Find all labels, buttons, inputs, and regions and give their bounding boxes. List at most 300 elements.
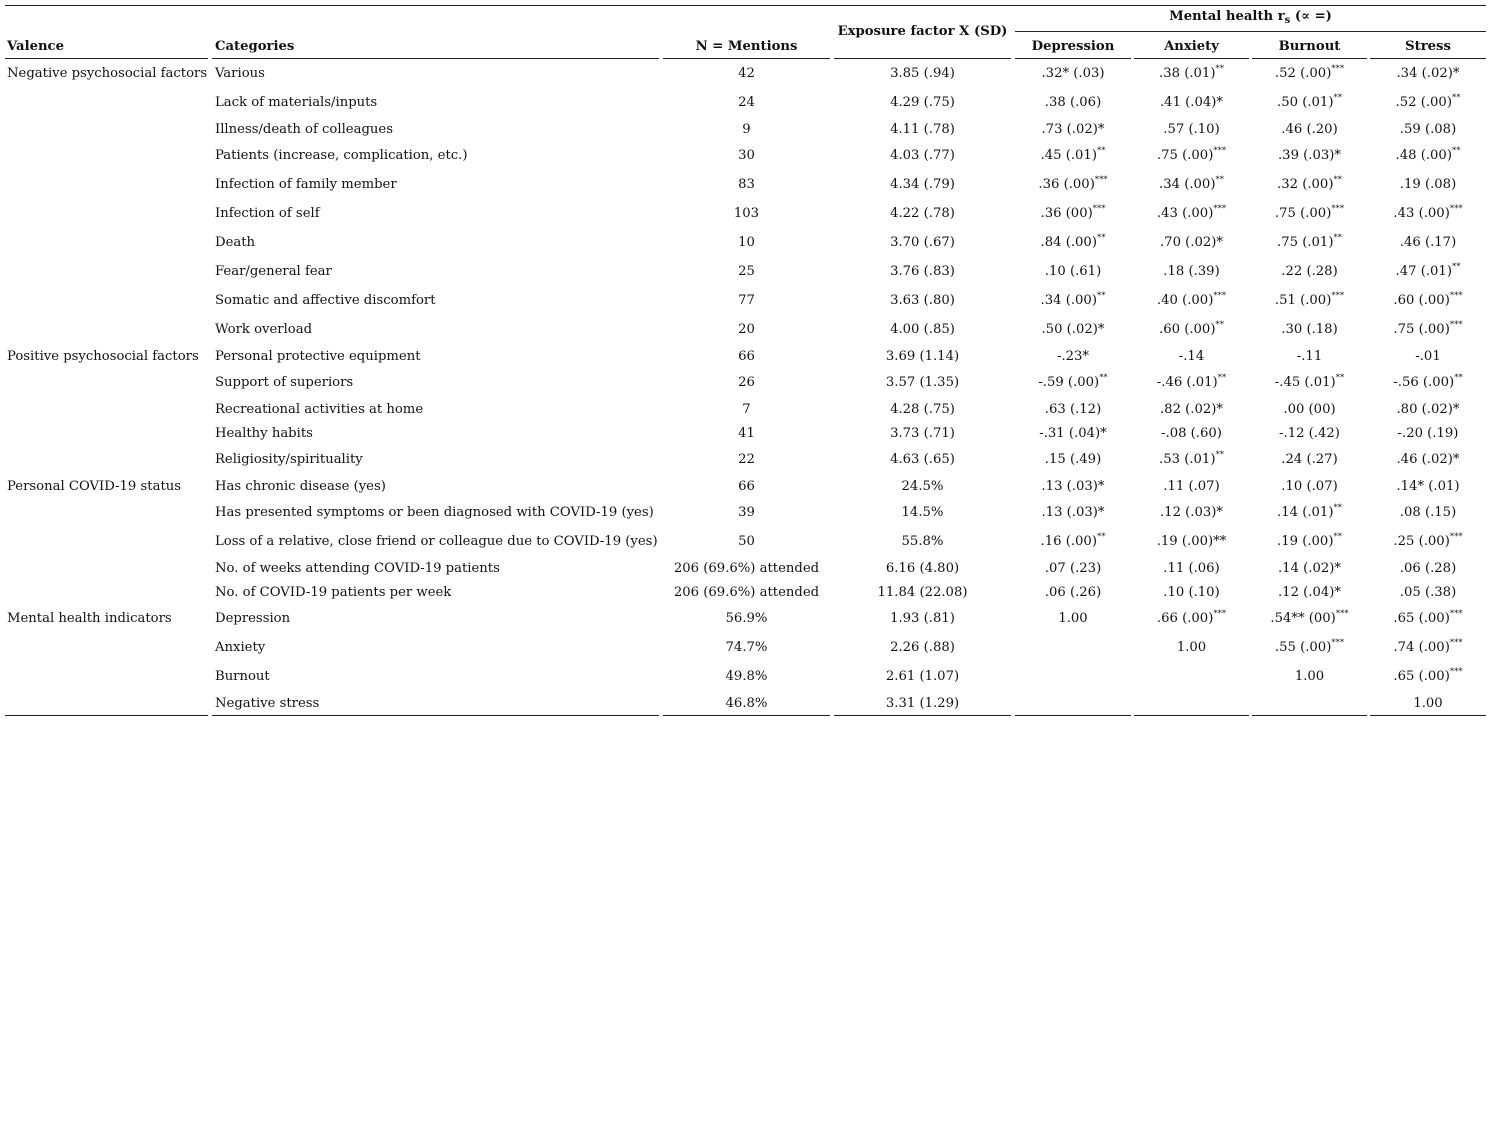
significance-marker: *** <box>1335 609 1349 619</box>
correlation-value: .52 (.00) <box>1274 66 1332 81</box>
dep-cell <box>1015 293 1131 309</box>
anx-cell <box>1134 206 1249 222</box>
significance-marker: *** <box>1449 291 1463 301</box>
correlation-value: .00 (00) <box>1283 402 1336 417</box>
correlation-value: .34 (.00) <box>1040 293 1097 308</box>
bur-cell <box>1252 264 1367 280</box>
x-cell: 3.85 (.94) <box>890 66 955 81</box>
dep-cell <box>1015 264 1131 280</box>
anx-cell <box>1134 177 1249 193</box>
correlation-value: .32* (.03) <box>1041 66 1105 81</box>
anx-cell <box>1134 264 1249 280</box>
correlation-value: .50 (.01) <box>1277 95 1334 110</box>
correlation-value: -.46 (.01) <box>1156 375 1218 390</box>
header-anxiety: Anxiety <box>1164 39 1219 54</box>
str-cell <box>1370 122 1486 138</box>
bur-cell <box>1252 375 1367 391</box>
n-cell: 206 (69.6%) attended <box>673 585 820 600</box>
header-depression: Depression <box>1031 39 1115 54</box>
dep-cell <box>1015 505 1131 521</box>
anx-cell <box>1134 122 1249 138</box>
bur-cell <box>1252 505 1367 521</box>
category-cell: Somatic and affective discomfort <box>215 293 436 308</box>
str-cell <box>1370 235 1486 251</box>
correlation-value: .34 (.00) <box>1159 177 1216 192</box>
correlation-value: .55 (.00) <box>1274 640 1332 655</box>
significance-marker: ** <box>1096 291 1106 301</box>
correlation-value: -.59 (.00) <box>1038 375 1100 390</box>
n-cell: 20 <box>738 322 755 337</box>
significance-marker: ** <box>1217 373 1227 383</box>
str-cell <box>1370 505 1486 521</box>
category-cell: Burnout <box>215 669 270 684</box>
correlation-value: .48 (.00) <box>1395 148 1452 163</box>
correlation-value: .54** (00) <box>1270 611 1336 626</box>
str-cell <box>1370 349 1486 365</box>
correlation-value: -.01 <box>1415 349 1441 364</box>
significance-marker: *** <box>1092 204 1106 214</box>
dep-cell <box>1015 235 1131 251</box>
correlation-value: .10 (.07) <box>1281 479 1338 494</box>
str-cell <box>1370 640 1486 656</box>
bur-cell <box>1252 177 1367 193</box>
header-rule-seg <box>834 58 1011 59</box>
significance-marker: ** <box>1099 373 1108 383</box>
correlation-value: .39 (.03)* <box>1277 148 1342 163</box>
dep-cell <box>1015 479 1131 495</box>
table-bottom-rule <box>663 715 830 716</box>
bur-cell <box>1252 640 1367 656</box>
str-cell <box>1370 264 1486 280</box>
x-cell: 6.16 (4.80) <box>885 561 960 576</box>
header-valence: Valence <box>7 39 64 54</box>
anx-cell <box>1134 375 1249 391</box>
bur-cell <box>1252 561 1367 577</box>
group-header-rule <box>1015 31 1486 32</box>
header-rule-seg <box>5 58 208 59</box>
significance-marker: ** <box>1096 532 1106 542</box>
correlation-value: .07 (.23) <box>1044 561 1102 576</box>
bur-cell <box>1252 95 1367 111</box>
category-cell: Religiosity/spirituality <box>215 452 363 467</box>
anx-cell <box>1134 235 1249 251</box>
correlation-value: .65 (.00) <box>1393 669 1450 684</box>
x-cell: 4.00 (.85) <box>890 322 955 337</box>
anx-cell <box>1134 148 1249 164</box>
correlation-value: .06 (.28) <box>1399 561 1457 576</box>
n-cell: 46.8% <box>725 696 768 711</box>
n-cell: 7 <box>742 402 751 417</box>
x-cell: 3.70 (.67) <box>890 235 955 250</box>
correlation-value: .19 (.00) <box>1277 534 1334 549</box>
correlation-value: .10 (.61) <box>1044 264 1102 279</box>
significance-marker: ** <box>1333 532 1342 542</box>
str-cell <box>1370 95 1486 111</box>
anx-cell <box>1134 95 1249 111</box>
bur-cell <box>1252 235 1367 251</box>
correlation-value: .46 (.02)* <box>1396 452 1460 467</box>
significance-marker: ** <box>1454 373 1463 383</box>
anx-cell <box>1134 561 1249 577</box>
x-cell: 14.5% <box>901 505 944 520</box>
table-top-rule <box>5 5 1486 6</box>
significance-marker: ** <box>1333 175 1342 185</box>
category-cell: Patients (increase, complication, etc.) <box>215 148 468 163</box>
correlation-value: .16 (.00) <box>1040 534 1097 549</box>
header-rule-seg <box>1015 58 1131 59</box>
significance-marker: *** <box>1213 291 1227 301</box>
table-bottom-rule <box>5 715 208 716</box>
header-categories: Categories <box>215 39 295 54</box>
correlation-value: .80 (.02)* <box>1396 402 1460 417</box>
dep-cell <box>1015 322 1131 338</box>
anx-cell <box>1134 66 1249 82</box>
correlation-value: -.45 (.01) <box>1274 375 1336 390</box>
anx-cell <box>1134 640 1249 656</box>
correlation-value: .24 (.27) <box>1281 452 1338 467</box>
correlation-value: -.56 (.00) <box>1393 375 1455 390</box>
significance-marker: ** <box>1215 320 1224 330</box>
correlation-value: .46 (.20) <box>1281 122 1338 137</box>
x-cell: 24.5% <box>901 479 944 494</box>
correlation-value: .57 (.10) <box>1163 122 1220 137</box>
n-cell: 66 <box>738 479 755 494</box>
correlation-value: .75 (.00) <box>1393 322 1450 337</box>
n-cell: 103 <box>733 206 760 221</box>
table-bottom-rule <box>212 715 659 716</box>
correlation-value: .40 (.00) <box>1156 293 1214 308</box>
x-cell: 4.03 (.77) <box>890 148 955 163</box>
significance-marker: *** <box>1449 667 1463 677</box>
correlation-value: .65 (.00) <box>1393 611 1450 626</box>
n-cell: 25 <box>738 264 755 279</box>
table-bottom-rule <box>834 715 1011 716</box>
dep-cell <box>1015 611 1131 627</box>
anx-cell <box>1134 505 1249 521</box>
n-cell: 30 <box>738 148 755 163</box>
n-cell: 206 (69.6%) attended <box>673 561 820 576</box>
correlation-value: .11 (.06) <box>1163 561 1220 576</box>
correlation-value: .75 (.00) <box>1274 206 1332 221</box>
header-rule-seg <box>663 58 830 59</box>
significance-marker: ** <box>1451 146 1461 156</box>
valence-cell: Mental health indicators <box>7 611 172 626</box>
n-cell: 42 <box>738 66 755 81</box>
x-cell: 4.34 (.79) <box>890 177 955 192</box>
correlation-value: .84 (.00) <box>1040 235 1097 250</box>
header-stress: Stress <box>1405 39 1451 54</box>
anx-cell <box>1134 402 1249 418</box>
n-cell: 22 <box>738 452 755 467</box>
category-cell: Infection of family member <box>215 177 397 192</box>
str-cell <box>1370 452 1486 468</box>
dep-cell <box>1015 534 1131 550</box>
significance-marker: *** <box>1449 638 1463 648</box>
correlation-value: .73 (.02)* <box>1041 122 1105 137</box>
str-cell <box>1370 426 1486 442</box>
category-cell: Recreational activities at home <box>215 402 424 417</box>
header-rule-seg <box>1370 58 1486 59</box>
correlation-value: .08 (.15) <box>1399 505 1457 520</box>
dep-cell <box>1015 66 1131 82</box>
dep-cell <box>1015 206 1131 222</box>
x-cell: 3.73 (.71) <box>890 426 955 441</box>
table-bottom-rule <box>1015 715 1131 716</box>
category-cell: Lack of materials/inputs <box>215 95 378 110</box>
correlation-value: .13 (.03)* <box>1041 479 1105 494</box>
significance-marker: *** <box>1449 320 1463 330</box>
significance-marker: *** <box>1094 175 1108 185</box>
valence-cell: Personal COVID-19 status <box>7 479 181 494</box>
anx-cell <box>1134 349 1249 365</box>
correlation-value: .59 (.08) <box>1399 122 1457 137</box>
header-rule-seg <box>212 58 659 59</box>
correlation-value: 1.00 <box>1294 669 1325 684</box>
bur-cell <box>1252 611 1367 627</box>
correlation-value: .11 (.07) <box>1163 479 1220 494</box>
group-title-main: Mental health r <box>1169 9 1285 24</box>
correlation-value: .14 (.01) <box>1277 505 1334 520</box>
correlation-value: .36 (00) <box>1040 206 1093 221</box>
header-burnout: Burnout <box>1278 39 1341 54</box>
x-cell: 4.22 (.78) <box>890 206 955 221</box>
significance-marker: ** <box>1333 233 1342 243</box>
dep-cell <box>1015 585 1131 601</box>
x-cell: 3.57 (1.35) <box>885 375 960 390</box>
table-bottom-rule <box>1134 715 1249 716</box>
correlation-value: .63 (.12) <box>1044 402 1102 417</box>
significance-marker: ** <box>1451 93 1461 103</box>
category-cell: Healthy habits <box>215 426 313 441</box>
str-cell <box>1370 402 1486 418</box>
bur-cell <box>1252 349 1367 365</box>
dep-cell <box>1015 349 1131 365</box>
bur-cell <box>1252 426 1367 442</box>
category-cell: No. of weeks attending COVID-19 patients <box>215 561 500 576</box>
dep-cell <box>1015 148 1131 164</box>
correlation-value: .66 (.00) <box>1156 611 1214 626</box>
x-cell: 3.76 (.83) <box>890 264 955 279</box>
category-cell: Support of superiors <box>215 375 354 390</box>
category-cell: Fear/general fear <box>215 264 332 279</box>
x-cell: 3.69 (1.14) <box>885 349 960 364</box>
correlation-value: -.12 (.42) <box>1279 426 1340 441</box>
correlation-value: 1.00 <box>1176 640 1207 655</box>
correlation-value: .51 (.00) <box>1274 293 1332 308</box>
dep-cell <box>1015 375 1131 391</box>
str-cell <box>1370 585 1486 601</box>
correlation-value: .32 (.00) <box>1277 177 1334 192</box>
str-cell <box>1370 534 1486 550</box>
n-cell: 41 <box>738 426 755 441</box>
table-bottom-rule <box>1370 715 1486 716</box>
correlation-value: -.08 (.60) <box>1161 426 1222 441</box>
correlation-value: -.14 <box>1178 349 1205 364</box>
bur-cell <box>1252 122 1367 138</box>
significance-marker: ** <box>1096 146 1106 156</box>
category-cell: Work overload <box>215 322 313 337</box>
str-cell <box>1370 611 1486 627</box>
anx-cell <box>1134 426 1249 442</box>
significance-marker: *** <box>1331 204 1345 214</box>
anx-cell <box>1134 611 1249 627</box>
n-cell: 39 <box>738 505 755 520</box>
valence-cell: Positive psychosocial factors <box>7 349 199 364</box>
correlation-value: .13 (.03)* <box>1041 505 1105 520</box>
correlation-value: .43 (.00) <box>1156 206 1214 221</box>
significance-marker: *** <box>1449 204 1463 214</box>
significance-marker: *** <box>1331 638 1345 648</box>
bur-cell <box>1252 479 1367 495</box>
str-cell <box>1370 293 1486 309</box>
n-cell: 49.8% <box>725 669 768 684</box>
correlation-value: .43 (.00) <box>1393 206 1450 221</box>
significance-marker: *** <box>1213 609 1227 619</box>
correlation-value: .50 (.02)* <box>1041 322 1105 337</box>
n-cell: 56.9% <box>725 611 768 626</box>
header-rule-seg <box>1134 58 1249 59</box>
bur-cell <box>1252 402 1367 418</box>
correlation-value: -.31 (.04)* <box>1039 426 1107 441</box>
correlation-value: .14* (.01) <box>1396 479 1460 494</box>
correlation-value: .75 (.01) <box>1277 235 1334 250</box>
str-cell <box>1370 375 1486 391</box>
correlation-value: .46 (.17) <box>1399 235 1457 250</box>
str-cell <box>1370 322 1486 338</box>
x-cell: 2.61 (1.07) <box>885 669 960 684</box>
header-exposure: Exposure factor X (SD) <box>837 24 1008 39</box>
n-cell: 66 <box>738 349 755 364</box>
dep-cell <box>1015 95 1131 111</box>
x-cell: 4.11 (.78) <box>890 122 955 137</box>
bur-cell <box>1252 669 1367 685</box>
str-cell <box>1370 561 1486 577</box>
bur-cell <box>1252 148 1367 164</box>
group-title-sub: s <box>1284 15 1291 26</box>
n-cell: 50 <box>738 534 755 549</box>
anx-cell <box>1134 585 1249 601</box>
category-cell: Personal protective equipment <box>215 349 421 364</box>
significance-marker: ** <box>1335 373 1345 383</box>
bur-cell <box>1252 452 1367 468</box>
category-cell: Loss of a relative, close friend or colleague due to COVID-19 (yes) <box>215 534 658 549</box>
table-bottom-rule <box>1252 715 1367 716</box>
category-cell: Death <box>215 235 256 250</box>
group-title-tail: (∝ =) <box>1290 9 1332 24</box>
valence-cell: Negative psychosocial factors <box>7 66 208 81</box>
category-cell: Various <box>215 66 265 81</box>
str-cell <box>1370 206 1486 222</box>
x-cell: 55.8% <box>901 534 944 549</box>
bur-cell <box>1252 293 1367 309</box>
dep-cell <box>1015 426 1131 442</box>
str-cell <box>1370 696 1486 712</box>
significance-marker: *** <box>1331 291 1345 301</box>
category-cell: Infection of self <box>215 206 320 221</box>
correlation-value: .82 (.02)* <box>1159 402 1224 417</box>
significance-marker: ** <box>1096 233 1106 243</box>
correlation-value: .15 (.49) <box>1044 452 1102 467</box>
x-cell: 4.28 (.75) <box>890 402 955 417</box>
x-cell: 3.63 (.80) <box>890 293 955 308</box>
significance-marker: ** <box>1215 450 1224 460</box>
correlation-value: -.23* <box>1056 349 1090 364</box>
bur-cell <box>1252 585 1367 601</box>
significance-marker: ** <box>1333 503 1342 513</box>
correlation-value: -.20 (.19) <box>1397 426 1459 441</box>
str-cell <box>1370 66 1486 82</box>
significance-marker: ** <box>1215 175 1224 185</box>
bur-cell <box>1252 534 1367 550</box>
str-cell <box>1370 148 1486 164</box>
correlation-value: .34 (.02)* <box>1396 66 1460 81</box>
correlation-value: .52 (.00) <box>1395 95 1452 110</box>
category-cell: Anxiety <box>215 640 266 655</box>
correlation-value: .36 (.00) <box>1038 177 1095 192</box>
significance-marker: ** <box>1451 262 1461 272</box>
correlation-value: .19 (.08) <box>1399 177 1457 192</box>
n-cell: 24 <box>738 95 755 110</box>
x-cell: 3.31 (1.29) <box>885 696 960 711</box>
significance-marker: ** <box>1215 64 1224 74</box>
correlation-value: .22 (.28) <box>1281 264 1338 279</box>
x-cell: 11.84 (22.08) <box>877 585 968 600</box>
correlation-value: .19 (.00)** <box>1156 534 1227 549</box>
dep-cell <box>1015 177 1131 193</box>
category-cell: No. of COVID-19 patients per week <box>215 585 452 600</box>
str-cell <box>1370 177 1486 193</box>
header-mental-health-group <box>1015 9 1486 25</box>
significance-marker: ** <box>1333 93 1342 103</box>
correlation-value: .05 (.38) <box>1399 585 1457 600</box>
category-cell: Negative stress <box>215 696 320 711</box>
significance-marker: *** <box>1449 609 1463 619</box>
n-cell: 9 <box>742 122 751 137</box>
correlation-value: 1.00 <box>1058 611 1088 626</box>
bur-cell <box>1252 322 1367 338</box>
correlation-value: -.11 <box>1296 349 1323 364</box>
x-cell: 4.29 (.75) <box>890 95 955 110</box>
anx-cell <box>1134 534 1249 550</box>
x-cell: 1.93 (.81) <box>890 611 955 626</box>
header-mentions: N = Mentions <box>695 39 798 54</box>
correlation-value: .47 (.01) <box>1395 264 1452 279</box>
correlation-value: .38 (.01) <box>1159 66 1216 81</box>
bur-cell <box>1252 66 1367 82</box>
correlation-value: .60 (.00) <box>1393 293 1450 308</box>
bur-cell <box>1252 206 1367 222</box>
dep-cell <box>1015 402 1131 418</box>
anx-cell <box>1134 322 1249 338</box>
dep-cell <box>1015 122 1131 138</box>
significance-marker: *** <box>1449 532 1463 542</box>
correlation-value: 1.00 <box>1413 696 1443 711</box>
correlation-value: .38 (.06) <box>1044 95 1102 110</box>
correlation-value: .41 (.04)* <box>1159 95 1224 110</box>
x-cell: 2.26 (.88) <box>890 640 955 655</box>
n-cell: 26 <box>738 375 755 390</box>
correlation-value: .10 (.10) <box>1163 585 1220 600</box>
correlation-value: .12 (.04)* <box>1277 585 1342 600</box>
correlation-value: .60 (.00) <box>1159 322 1216 337</box>
category-cell: Illness/death of colleagues <box>215 122 393 137</box>
dep-cell <box>1015 561 1131 577</box>
correlation-value: .18 (.39) <box>1163 264 1220 279</box>
correlation-value: .06 (.26) <box>1044 585 1102 600</box>
significance-marker: *** <box>1331 64 1345 74</box>
correlation-value: .75 (.00) <box>1156 148 1214 163</box>
anx-cell <box>1134 479 1249 495</box>
